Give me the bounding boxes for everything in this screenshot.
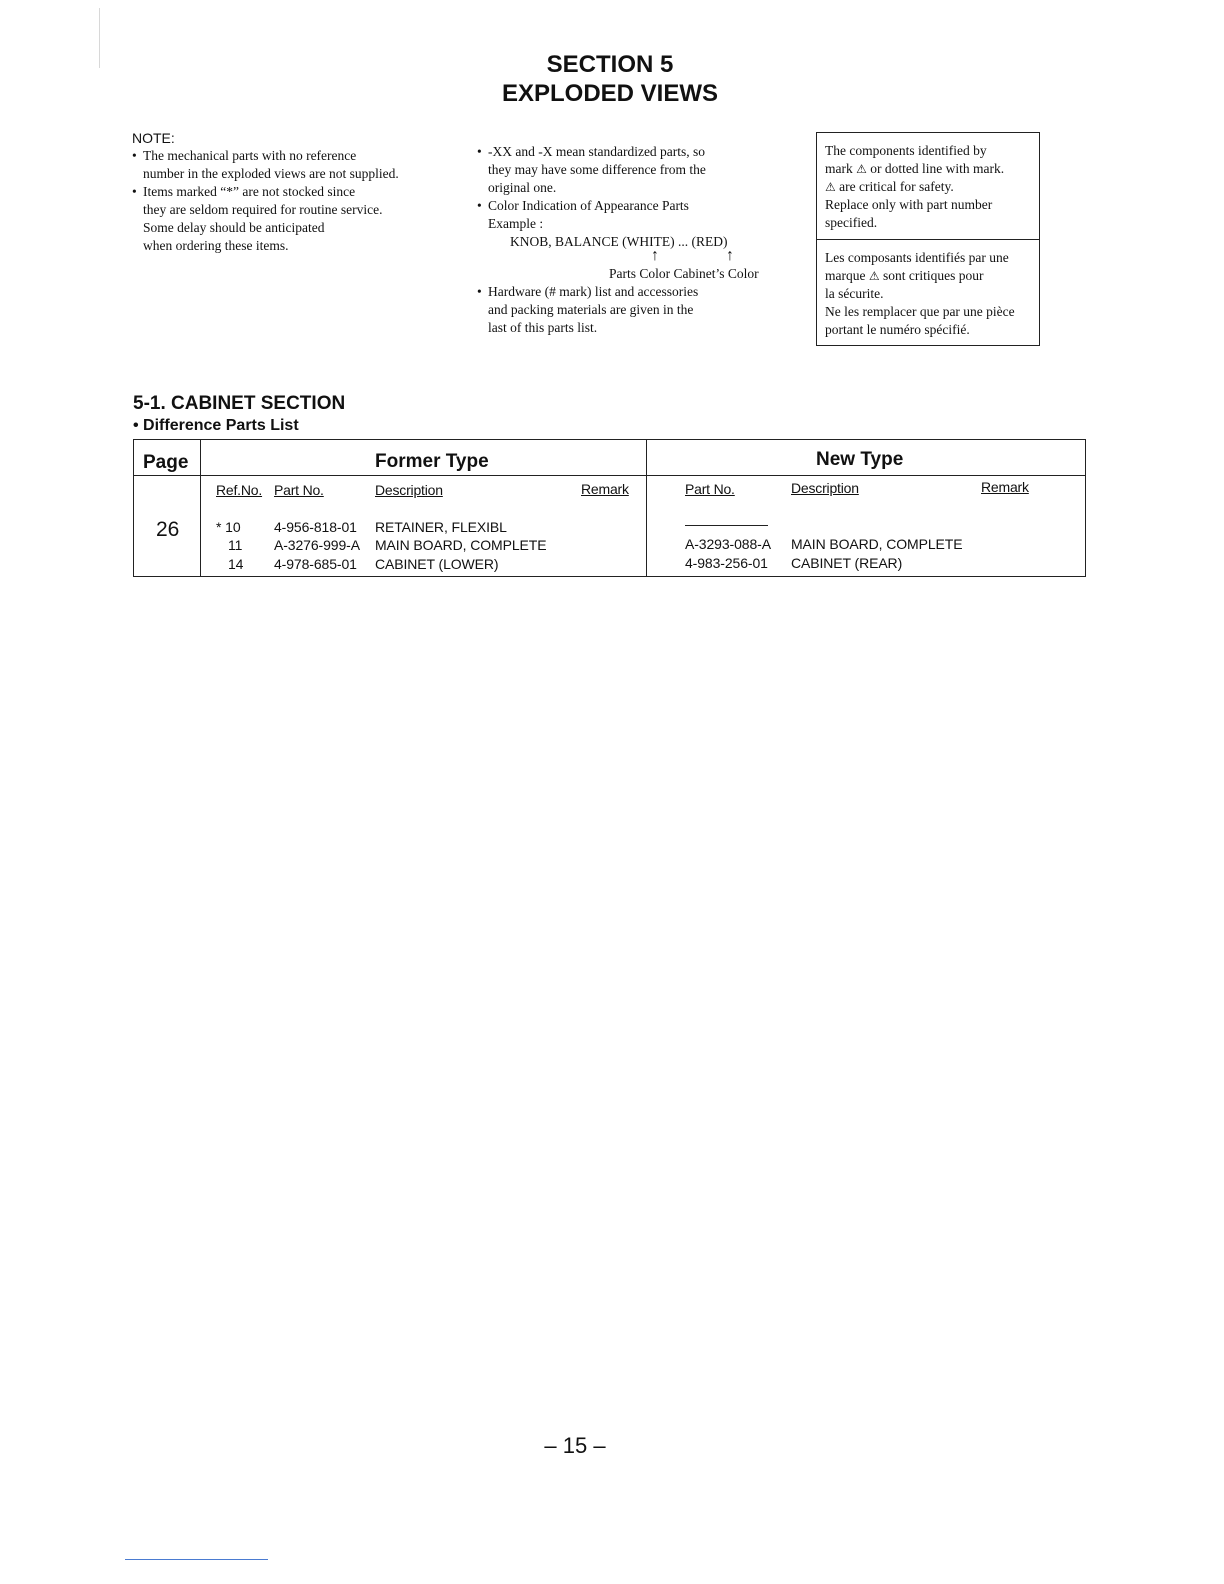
note-line: Items marked “*” are not stocked since [143,184,356,199]
table-row-ref: 11 [228,537,243,553]
notes-middle [477,143,797,337]
safety-notice-french [817,240,1039,345]
table-row-new-desc: MAIN BOARD, COMPLETE [791,536,963,552]
table-row-new-part: A-3293-088-A [685,536,771,552]
note-label: NOTE: [132,130,175,146]
table-row-new-part: 4-983-256-01 [685,555,768,571]
page-column-header: Page [143,452,189,473]
color-example: KNOB, BALANCE (WHITE) ... (RED) [510,234,728,249]
note-line: original one. [488,180,557,195]
new-description-header: Description [791,480,859,496]
table-row-former-desc: CABINET (LOWER) [375,556,499,572]
color-example-caption: Parts Color Cabinet’s Color [609,266,759,281]
safety-text: marque [825,268,869,283]
color-example-arrows [488,247,797,265]
safety-line: Ne les remplacer que par une pièce [825,304,1015,319]
note-item-not-stocked [132,183,442,255]
safety-line: la sécurite. [825,286,884,301]
page-number: – 15 – [544,1433,606,1458]
note-line: number in the exploded views are not supplied. [143,166,399,181]
safety-line: Les composants identifiés par une [825,250,1009,265]
note-line: when ordering these items. [143,238,289,253]
safety-line [825,178,1031,196]
table-divider [646,440,647,576]
table-row-former-desc: MAIN BOARD, COMPLETE [375,537,547,553]
note-line: Hardware (# mark) list and accessories [488,284,699,299]
table-row-former-part: 4-978-685-01 [274,556,357,572]
safety-text: or dotted line with mark. [866,161,1005,176]
bullet-icon: • [477,284,482,299]
section-title-line1: SECTION 5 [546,51,674,78]
note-line: last of this parts list. [488,320,598,335]
former-type-header: Former Type [375,451,489,472]
former-ref-no-header: Ref.No. [216,482,263,498]
former-part-no-header: Part No. [274,482,324,498]
note-line: they are seldom required for routine service. [143,202,383,217]
up-arrow-icon: ↑ [726,247,734,264]
section-title [460,50,760,108]
safety-text: are critical for safety. [835,179,954,194]
former-remark-header: Remark [581,481,629,497]
former-description-header: Description [375,482,443,498]
note-line: The mechanical parts with no reference [143,148,357,163]
page-number-cell: 26 [156,518,180,541]
cabinet-section-heading: 5-1. CABINET SECTION [133,393,346,414]
bullet-icon: • [477,198,482,213]
scan-margin-mark [99,8,100,68]
table-row-ref: 14 [228,556,244,572]
safety-text: sont critiques pour [879,268,984,283]
table-row-ref: * 10 [216,519,241,535]
note-line: Some delay should be anticipated [143,220,325,235]
note-item-no-reference [132,147,442,183]
warning-triangle-icon: ⚠ [868,269,880,283]
no-replacement-dash [685,525,768,526]
safety-notice-box [816,132,1040,346]
note-line: they may have some difference from the [488,162,706,177]
warning-triangle-icon: ⚠ [856,162,867,176]
up-arrow-icon: ↑ [651,247,659,264]
table-divider [134,475,1085,476]
new-type-header: New Type [816,449,904,470]
bullet-icon: • [132,148,137,163]
safety-line: The components identified by [825,143,987,158]
safety-line: Replace only with part number [825,197,993,212]
scan-bottom-rule [125,1559,268,1560]
safety-line [825,160,1031,178]
safety-line: portant le numéro spécifié. [825,322,970,337]
new-remark-header: Remark [981,479,1029,495]
section-title-line2: EXPLODED VIEWS [501,80,719,107]
warning-triangle-icon: ⚠ [825,180,836,194]
note-line: -XX and -X mean standardized parts, so [488,144,706,159]
note-line: and packing materials are given in the [488,302,694,317]
table-row-former-part: A-3276-999-A [274,537,360,553]
bullet-icon: • [477,144,482,159]
safety-line: specified. [825,215,878,230]
note-item-hardware [477,283,797,337]
safety-line [825,267,1031,285]
notes-left [132,129,442,255]
table-row-former-desc: RETAINER, FLEXIBL [375,519,507,535]
safety-notice-english [817,133,1039,240]
note-line: Example : [488,216,544,231]
note-item-color-indication [477,197,797,283]
table-row-former-part: 4-956-818-01 [274,519,357,535]
note-item-standardized [477,143,797,197]
difference-parts-list-heading: • Difference Parts List [133,417,299,434]
note-line: Color Indication of Appearance Parts [488,198,689,213]
table-divider [200,440,201,576]
new-part-no-header: Part No. [685,481,735,497]
bullet-icon: • [132,184,137,199]
table-row-new-desc: CABINET (REAR) [791,555,903,571]
safety-text: mark [825,161,857,176]
difference-parts-table [133,439,1086,577]
